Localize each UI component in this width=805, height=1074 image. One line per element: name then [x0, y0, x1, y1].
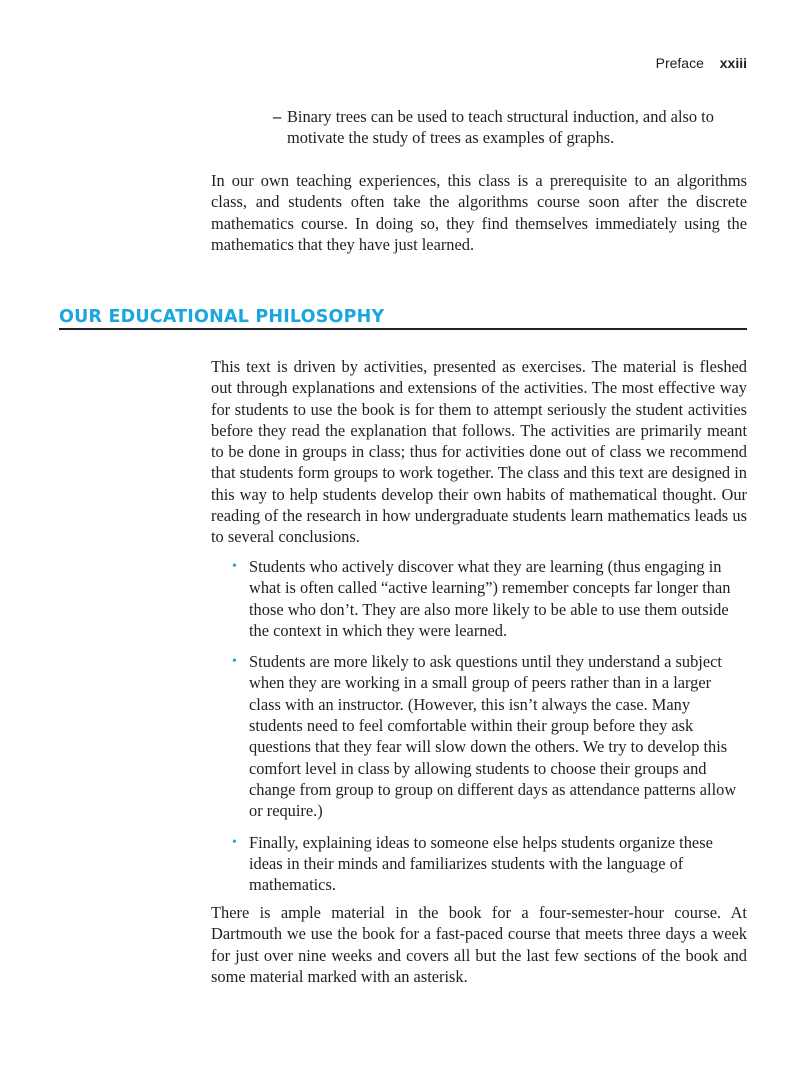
bullet-item: [232, 651, 747, 821]
section-heading: [59, 307, 747, 330]
bullet-marker: •: [232, 834, 237, 850]
paragraph-course-material: There is ample material in the book for a four-semester-hour course. At Dartmouth we use the book for a fast-paced course that meets three days a week for just over nine weeks and covers all but the last few sections of the book and some material marked with an asterisk.: [211, 903, 747, 986]
bullet-text: Students are more likely to ask questions until they understand a subject when they are working in a small group of peers rather than in a larger class with an instructor. (However, this isn’t always the case. Many students need to feel comfortable within their group before they ask questions that they fear will slow down the others. We try to develop this comfort level in class by allowing students to choose their groups and change from group to group on different days as attendance patterns allow or require.): [249, 652, 737, 821]
paragraph-philosophy: This text is driven by activities, presented as exercises. The material is fleshed out through explanations and extensions of the activities. The most effective way for students to use the book is for them to attempt seriously the student activities before they read the explanation that follows. The activities are primarily meant to be done in groups in class; thus for activities done out of class we recommend that students form groups to work together. The class and this text are designed in this way to help students develop their own habits of mathematical thought. Our reading of the research in how undergraduate students learn mathematics leads us to several conclusions.: [211, 357, 747, 547]
bullet-marker: •: [232, 559, 237, 574]
page-number: xxiii: [719, 55, 747, 71]
bullet-marker: •: [232, 654, 237, 670]
bullet-list: [232, 556, 747, 905]
bullet-text: Finally, explaining ideas to someone else helps students organize these ideas in their minds and familiarizes students with the language of mathematics.: [249, 832, 713, 895]
section-heading-text: OUR EDUCATIONAL PHILOSOPHY: [59, 307, 385, 327]
bullet-item: [232, 832, 747, 896]
header-section-title: Preface: [655, 55, 704, 71]
bullet-text: Students who actively discover what they are learning (thus engaging in what is often called “active learning”) remember concepts far longer than those who don’t. They are also more likely to be able to use them outside the context in which they were learned.: [249, 557, 731, 640]
running-header: [656, 55, 747, 71]
dash-item-text: Binary trees can be used to teach structural induction, and also to motivate the study of trees as examples of graphs.: [287, 107, 714, 148]
dash-marker: –: [273, 107, 282, 126]
bullet-item: [232, 556, 747, 641]
paragraph-prerequisite: In our own teaching experiences, this class is a prerequisite to an algorithms class, and students often take the algorithms course soon after the discrete mathematics course. In doing so, they find themselves immediately using the mathematics that they have just learned.: [211, 171, 747, 254]
dash-list-item: [273, 106, 745, 149]
